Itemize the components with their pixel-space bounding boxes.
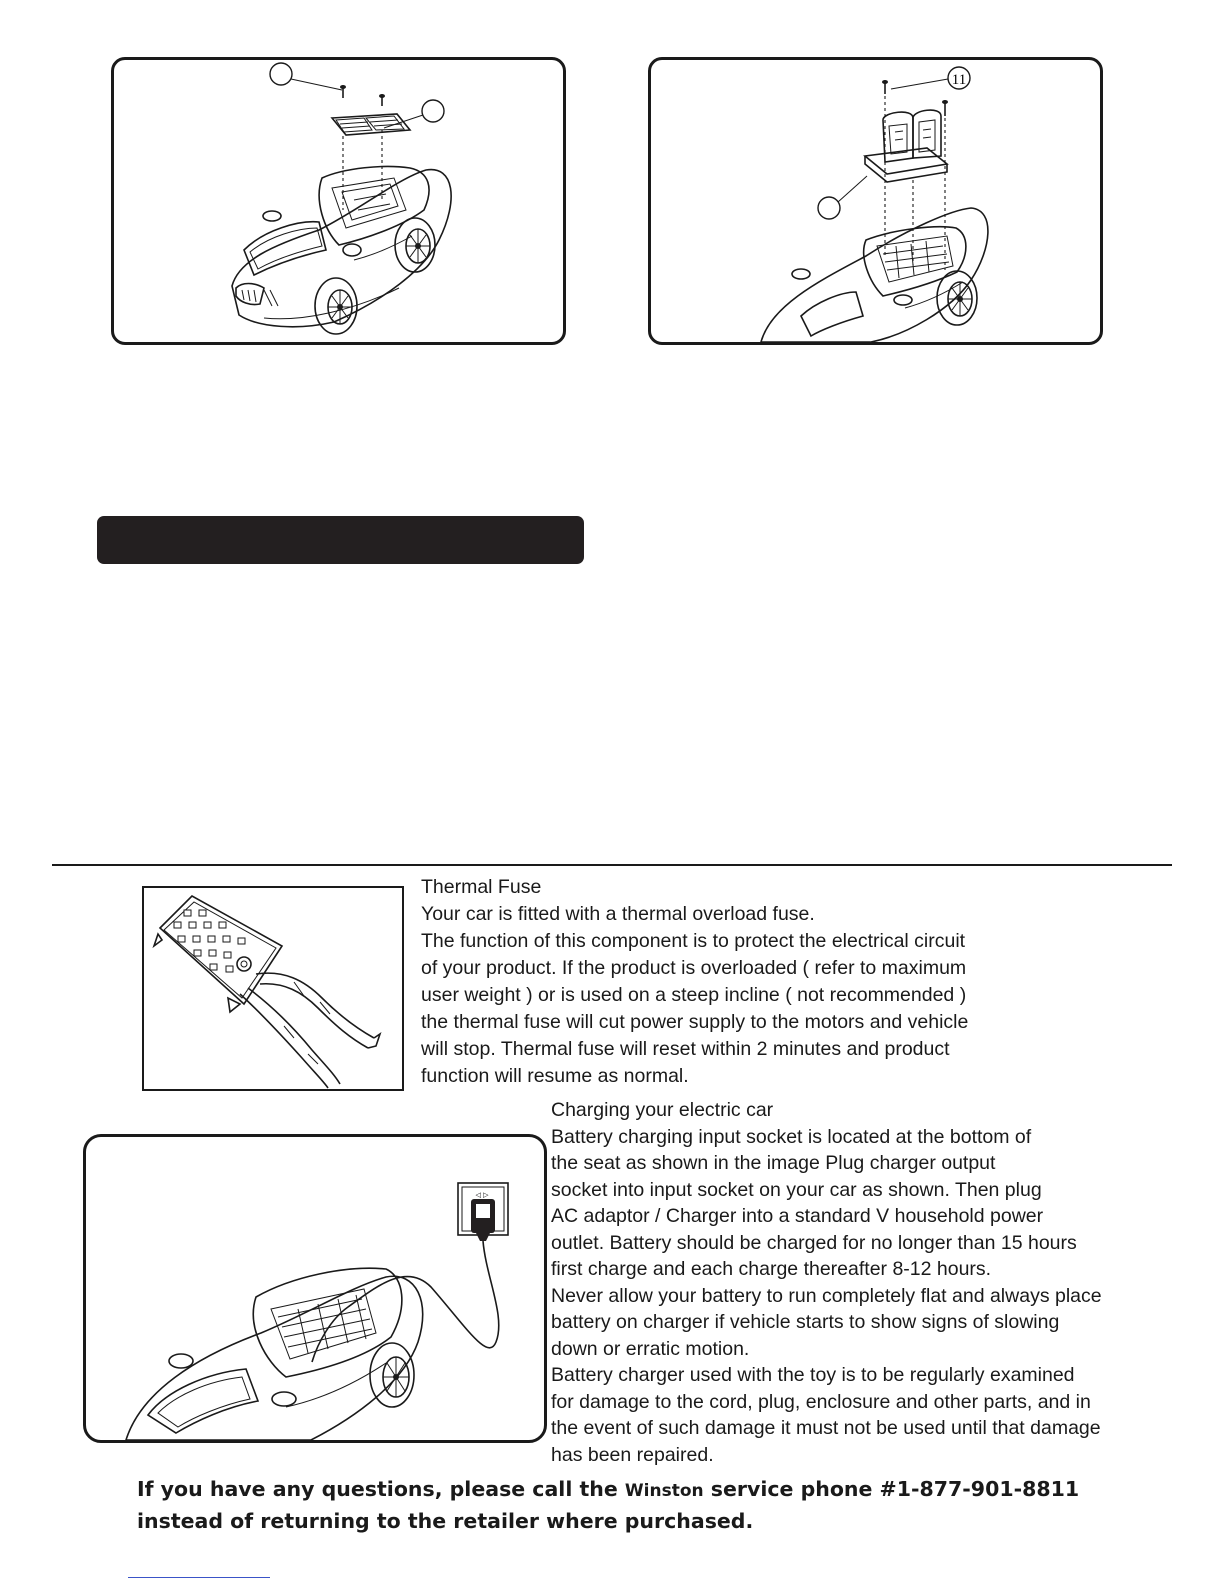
section-divider xyxy=(52,864,1172,866)
text-line: outlet. Battery should be charged for no longer than 15 hours xyxy=(551,1231,1077,1254)
text-line: has been repaired. xyxy=(551,1443,714,1466)
text-line: battery on charger if vehicle starts to show signs of slowing xyxy=(551,1311,1060,1333)
charging-text xyxy=(551,1097,1102,1468)
figure-charging xyxy=(83,1134,547,1443)
text-line: Battery charging input socket is located at the bottom of xyxy=(551,1125,1032,1148)
ride-on-car-body xyxy=(126,1268,423,1440)
thermal-fuse-text xyxy=(421,874,968,1090)
callout-circle-screw xyxy=(270,63,292,85)
rear-wheel xyxy=(370,1343,414,1407)
screw-icon xyxy=(379,94,385,106)
text-line: function will resume as normal. xyxy=(421,1065,689,1087)
text-line: for damage to the cord, plug, enclosure and other parts, and in xyxy=(551,1390,1091,1413)
footer-line-2: instead of returning to the retailer where purchased. xyxy=(137,1509,754,1533)
car-illustration xyxy=(114,60,563,342)
footer-prefix: If you have any questions, please call the xyxy=(137,1477,625,1501)
bottom-link-underline xyxy=(128,1577,270,1578)
figure-rear-panel-install xyxy=(111,57,566,345)
footer-line-1 xyxy=(137,1474,1079,1506)
text-line: will stop. Thermal fuse will reset within 2 minutes and product xyxy=(421,1038,950,1060)
seat-part xyxy=(865,110,947,182)
reset-button-icon xyxy=(237,957,251,971)
seat-illustration xyxy=(651,60,1100,342)
text-line: The function of this component is to protect the electrical circuit xyxy=(421,930,966,952)
charging-heading: Charging your electric car xyxy=(551,1099,774,1121)
text-line: AC adaptor / Charger into a standard V household power xyxy=(551,1205,1044,1227)
part-number-label: 11 xyxy=(951,72,967,88)
thermal-fuse-illustration xyxy=(144,888,402,1089)
callout-circle-panel xyxy=(422,100,444,122)
screw-icon xyxy=(882,80,888,94)
ride-on-car-body xyxy=(761,208,988,342)
brand-name: Winston xyxy=(624,1481,704,1501)
section-heading-bar xyxy=(97,516,584,564)
figure-thermal-fuse xyxy=(142,886,404,1091)
text-line: of your product. If the product is overloaded ( refer to maximum xyxy=(421,957,967,979)
text-line: the event of such damage it must not be used until that damage xyxy=(551,1417,1101,1439)
fuse-wires xyxy=(240,973,380,1088)
callout-circle-seat xyxy=(818,197,840,219)
text-line: the thermal fuse will cut power supply to the motors and vehicle xyxy=(421,1011,969,1033)
text-line: first charge and each charge thereafter 8-12 hours. xyxy=(551,1258,992,1280)
text-line: down or erratic motion. xyxy=(551,1337,750,1360)
text-line: socket into input socket on your car as shown. Then plug xyxy=(551,1178,1042,1201)
text-line: Battery charger used with the toy is to be regularly examined xyxy=(551,1364,1075,1386)
svg-text:◁ ▷: ◁ ▷ xyxy=(475,1191,489,1199)
screw-icon xyxy=(340,85,346,98)
text-line: Your car is fitted with a thermal overload fuse. xyxy=(421,903,815,925)
rear-panel-part xyxy=(332,114,410,135)
rear-wheel xyxy=(395,218,435,272)
front-wheel xyxy=(315,278,357,334)
service-phone: service phone #1-877-901-8811 xyxy=(703,1477,1080,1501)
thermal-fuse-heading: Thermal Fuse xyxy=(421,876,542,898)
rear-wheel xyxy=(937,271,977,325)
service-contact-note xyxy=(137,1474,1079,1536)
charging-illustration xyxy=(86,1137,544,1440)
screw-icon xyxy=(942,100,948,116)
text-line: user weight ) or is used on a steep incline ( not recommended ) xyxy=(421,984,967,1006)
text-line: the seat as shown in the image Plug charger output xyxy=(551,1152,996,1174)
figure-seat-install xyxy=(648,57,1103,345)
fuse-housing xyxy=(154,896,282,1012)
text-line: Never allow your battery to run completely flat and always place xyxy=(551,1284,1102,1307)
